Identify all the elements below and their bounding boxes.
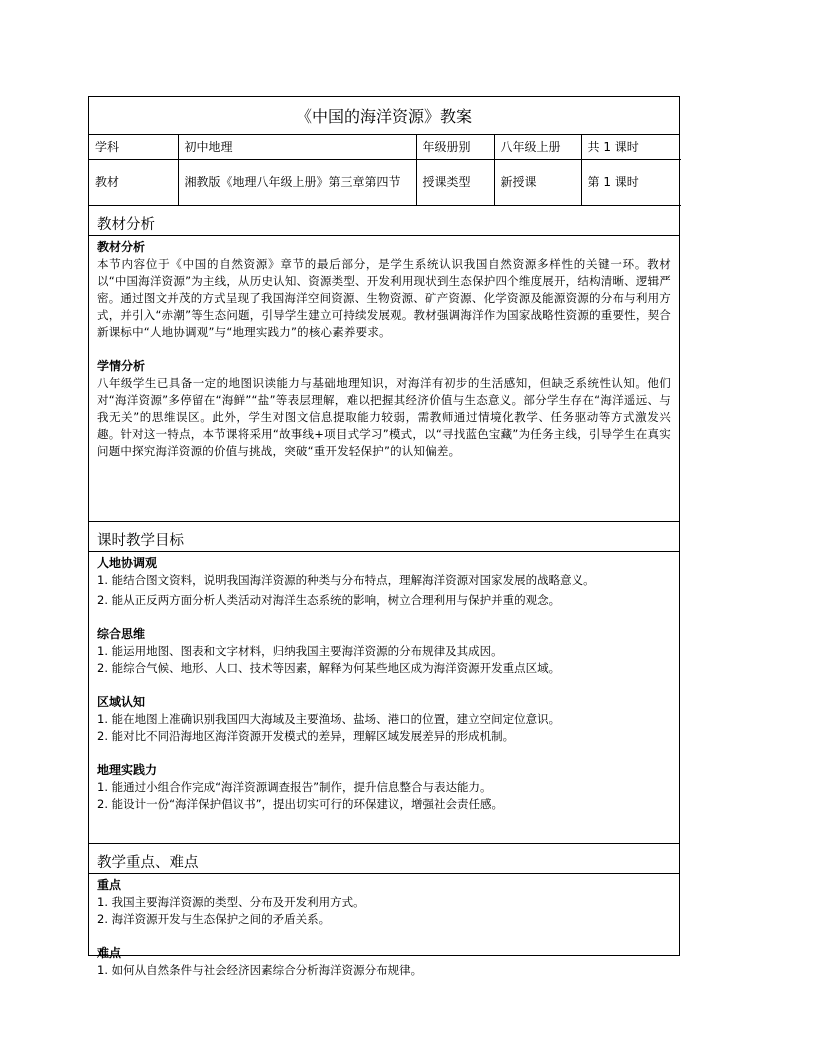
goal-item: 1. 能结合图文资料，说明我国海洋资源的种类与分布特点，理解海洋资源对国家发展的战略意义。: [97, 573, 595, 587]
student-analysis-text: 八年级学生已具备一定的地图识读能力与基础地理知识，对海洋有初步的生活感知，但缺乏系统性认知。他们对“海洋资源”多停留在“海鲜”“盐”等表层理解，难以把握其经济价值与生态意义。部分学生存在“海洋遥远、与我无关”的思维误区。此外，学生对图文信息提取能力较弱，需教师通过情境化教学、任务驱动等方式激发兴趣。针对这一特点，本节课将采用“故事线+项目式学习”模式，以“寻找蓝色宝藏”为任务主线，引导学生在真实问题中探究海洋资源的价值与挑战，突破“重开发轻保护”的认知偏差。: [97, 376, 671, 458]
goal-item: 2. 能设计一份“海洋保护倡议书”，提出切实可行的环保建议，增强社会责任感。: [97, 797, 504, 811]
subheading-student: 学情分析: [97, 359, 146, 373]
info-cell: 八年级上册: [494, 135, 581, 160]
goal-group-title: 人地协调观: [97, 556, 158, 570]
goal-group-title: 综合思维: [97, 627, 146, 641]
goal-item: 1. 能通过小组合作完成“海洋资源调查报告”制作，提升信息整合与表达能力。: [97, 780, 492, 794]
info-cell: 新授课: [494, 160, 581, 206]
focus-item: 1. 我国主要海洋资源的类型、分布及开发利用方式。: [97, 895, 365, 909]
document-title: 《中国的海洋资源》教案: [89, 97, 679, 135]
subheading-difficulty: 难点: [97, 946, 122, 960]
section-body-keypoints: [89, 874, 679, 979]
goal-item: 2. 能从正反两方面分析人类活动对海洋生态系统的影响，树立合理利用与保护并重的观念。: [97, 593, 561, 607]
info-cell: 第 1 课时: [581, 160, 681, 206]
info-cell: 湘教版《地理八年级上册》第三章第四节: [178, 160, 416, 206]
lesson-plan-table: [88, 96, 680, 977]
subheading-focus: 重点: [97, 878, 122, 892]
section-body-goals: [89, 552, 679, 844]
focus-item: 2. 海洋资源开发与生态保护之间的矛盾关系。: [97, 912, 331, 926]
course-info-table: [89, 135, 681, 206]
info-cell: 初中地理: [178, 135, 416, 160]
section-body-analysis: [89, 236, 679, 522]
goal-item: 1. 能在地图上准确识别我国四大海域及主要渔场、盐场、港口的位置，建立空间定位意识。: [97, 712, 561, 726]
info-cell: 授课类型: [416, 160, 494, 206]
goal-group-title: 地理实践力: [97, 763, 158, 777]
goal-item: 2. 能对比不同沿海地区海洋资源开发模式的差异，理解区域发展差异的形成机制。: [97, 729, 515, 743]
difficulty-item: 1. 如何从自然条件与社会经济因素综合分析海洋资源分布规律。: [97, 963, 423, 977]
info-cell: 共 1 课时: [581, 135, 681, 160]
section-heading-keypoints: 教学重点、难点: [89, 844, 679, 874]
goal-group-title: 区域认知: [97, 695, 146, 709]
subheading-material: 教材分析: [97, 240, 146, 254]
info-cell: 年级册别: [416, 135, 494, 160]
info-cell: 教材: [89, 160, 178, 206]
info-row: [89, 135, 681, 160]
info-cell: 学科: [89, 135, 178, 160]
goal-item: 2. 能综合气候、地形、人口、技术等因素，解释为何某些地区成为海洋资源开发重点区域。: [97, 661, 561, 675]
info-row: [89, 160, 681, 206]
material-analysis-text: 本节内容位于《中国的自然资源》章节的最后部分，是学生系统认识我国自然资源多样性的关键一环。教材以“中国海洋资源”为主线，从历史认知、资源类型、开发利用现状到生态保护四个维度展开，结构清晰、逻辑严密。通过图文并茂的方式呈现了我国海洋空间资源、生物资源、矿产资源、化学资源及能源资源的分布与利用方式，并引入“赤潮”等生态问题，引导学生建立可持续发展观。教材强调海洋作为国家战略性资源的重要性，契合新课标中“人地协调观”与“地理实践力”的核心素养要求。: [97, 257, 671, 339]
section-heading-analysis: 教材分析: [89, 206, 679, 236]
goal-item: 1. 能运用地图、图表和文字材料，归纳我国主要海洋资源的分布规律及其成因。: [97, 644, 503, 658]
section-heading-goals: 课时教学目标: [89, 522, 679, 552]
